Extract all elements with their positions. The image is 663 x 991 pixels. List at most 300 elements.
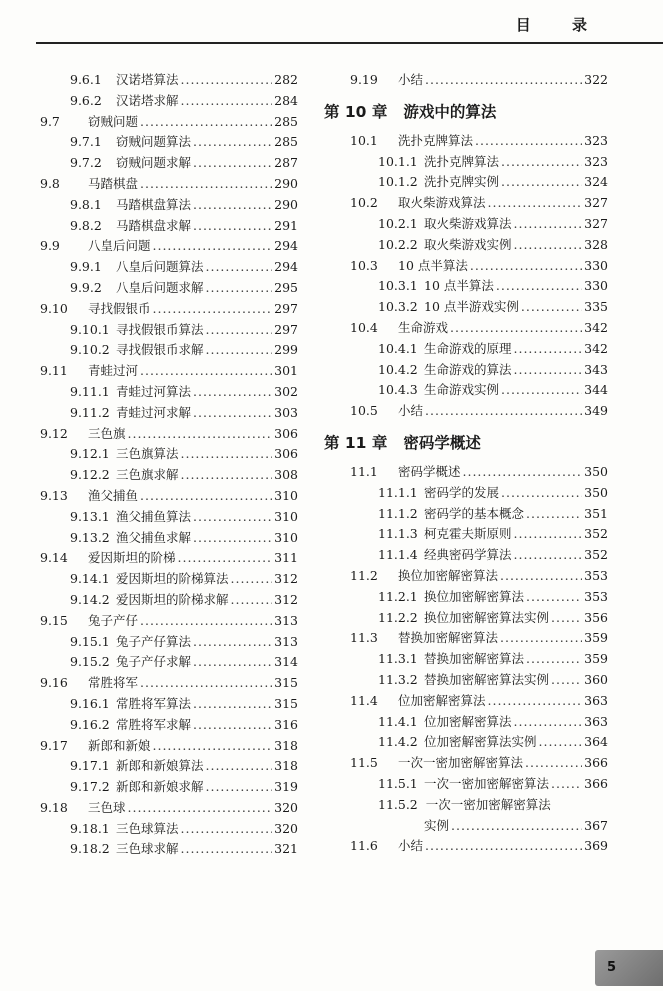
toc-entry-number: 11.3.2 — [378, 671, 418, 687]
toc-subsection-entry — [30, 257, 298, 278]
toc-entry-title: 密码学的发展 — [424, 484, 500, 500]
toc-entry-number: 9.19 — [350, 72, 378, 87]
toc-entry-title: 经典密码学算法 — [424, 547, 512, 563]
toc-section-entry — [30, 174, 298, 195]
toc-subsection-entry — [30, 340, 298, 361]
toc-entry-title: 生命游戏的原理 — [424, 340, 512, 356]
toc-section-entry — [322, 70, 608, 91]
toc-entry-page: 363 — [584, 713, 608, 729]
toc-leader-dots — [193, 134, 272, 149]
toc-leader-dots — [140, 613, 272, 628]
toc-entry-page: 366 — [584, 775, 608, 791]
toc-leader-dots — [231, 592, 273, 607]
toc-entry-title: 取火柴游戏实例 — [424, 236, 512, 252]
toc-leader-dots — [140, 675, 272, 690]
toc-entry-page: 287 — [274, 155, 298, 171]
toc-entry-title: 兔子产仔 — [88, 612, 139, 628]
toc-entry-page: 282 — [274, 72, 298, 87]
toc-leader-dots — [501, 174, 582, 189]
toc-section-entry — [30, 299, 298, 320]
toc-entry-page: 313 — [274, 612, 298, 628]
toc-leader-dots — [206, 280, 273, 295]
toc-subsection-entry — [322, 816, 608, 837]
toc-subsection-entry — [30, 569, 298, 590]
toc-entry-page: 323 — [584, 153, 608, 169]
toc-leader-dots — [193, 634, 272, 649]
toc-entry-number: 11.5.1 — [378, 775, 418, 791]
toc-leader-dots — [231, 571, 273, 586]
toc-entry-number: 11.5.2 — [378, 796, 418, 812]
toc-entry-number: 11.1.4 — [378, 547, 418, 563]
toc-leader-dots — [488, 693, 583, 708]
toc-entry-title: 马踏棋盘求解 — [116, 217, 192, 233]
toc-section-entry — [30, 548, 298, 569]
toc-entry-title: 兔子产仔算法 — [116, 633, 192, 649]
toc-leader-dots — [425, 72, 582, 87]
toc-entry-page: 327 — [584, 195, 608, 211]
toc-entry-title: 窃贼问题 — [88, 113, 139, 129]
toc-subsection-entry — [30, 278, 298, 299]
header-title: 目 录 — [515, 16, 605, 34]
toc-entry-number: 9.10.2 — [70, 342, 110, 358]
toc-entry-page: 318 — [274, 737, 298, 753]
toc-entry-page: 322 — [584, 72, 608, 87]
page-number-tab — [595, 950, 663, 986]
toc-entry-page: 285 — [274, 113, 298, 129]
toc-subsection-entry — [322, 380, 608, 401]
toc-entry-number: 9.12 — [40, 425, 68, 441]
toc-entry-page: 303 — [274, 404, 298, 420]
toc-entry-page: 320 — [274, 799, 298, 815]
toc-entry-title: 渔父捕鱼算法 — [116, 508, 192, 524]
toc-section-entry — [322, 566, 608, 587]
toc-entry-number: 11.2.2 — [378, 609, 418, 625]
toc-subsection-entry — [30, 320, 298, 341]
toc-entry-page: 313 — [274, 633, 298, 649]
toc-leader-dots — [206, 342, 273, 357]
toc-entry-number: 11.5 — [350, 755, 378, 771]
toc-leader-dots — [193, 155, 272, 170]
toc-entry-page: 324 — [584, 174, 608, 190]
toc-leader-dots — [526, 651, 582, 666]
toc-entry-title: 密码学概述 — [398, 463, 461, 479]
toc-entry-page: 310 — [274, 529, 298, 545]
toc-entry-page: 323 — [584, 132, 608, 148]
toc-entry-page: 350 — [584, 484, 608, 500]
toc-leader-dots — [153, 301, 273, 316]
toc-entry-title: 10 点半游戏实例 — [424, 299, 519, 315]
toc-subsection-entry — [322, 795, 608, 816]
toc-section-entry — [322, 131, 608, 152]
toc-entry-title: 一次一密加密解密算法 — [425, 796, 551, 812]
toc-entry-number: 9.9 — [40, 238, 60, 254]
toc-entry-title: 实例 — [424, 817, 450, 833]
chapter-number: 第 11 章 — [324, 433, 388, 452]
toc-leader-dots — [153, 738, 273, 753]
toc-entry-title: 兔子产仔求解 — [116, 654, 192, 670]
toc-subsection-entry — [30, 132, 298, 153]
toc-entry-number: 11.3 — [350, 630, 378, 646]
toc-subsection-entry — [30, 652, 298, 673]
toc-entry-number: 9.7.1 — [70, 134, 102, 150]
toc-entry-number: 9.18.1 — [70, 820, 110, 836]
toc-section-entry — [30, 424, 298, 445]
toc-entry-page: 369 — [584, 838, 608, 854]
toc-entry-page: 316 — [274, 716, 298, 732]
toc-entry-number: 11.1.2 — [378, 505, 418, 521]
toc-section-entry — [30, 486, 298, 507]
toc-subsection-entry — [322, 670, 608, 691]
toc-entry-number: 11.1.1 — [378, 484, 418, 500]
toc-entry-number: 9.6.2 — [70, 92, 102, 108]
toc-subsection-entry — [30, 216, 298, 237]
toc-subsection-entry — [30, 528, 298, 549]
toc-entry-page: 297 — [274, 321, 298, 337]
toc-entry-number: 9.10 — [40, 300, 68, 316]
toc-entry-page: 290 — [274, 196, 298, 212]
toc-entry-number: 9.16 — [40, 675, 68, 691]
toc-section-entry — [322, 836, 608, 857]
toc-entry-number: 10.2.1 — [378, 215, 418, 231]
toc-leader-dots — [501, 485, 582, 500]
toc-entry-title: 渔父捕鱼 — [88, 487, 139, 503]
toc-entry-title: 窃贼问题算法 — [116, 134, 192, 150]
header-rule — [36, 42, 663, 44]
page-number: 5 — [607, 960, 617, 975]
toc-entry-number: 9.12.1 — [70, 446, 110, 462]
toc-subsection-entry — [30, 91, 298, 112]
toc-subsection-entry — [30, 444, 298, 465]
toc-entry-title: 八皇后问题算法 — [116, 259, 204, 275]
toc-leader-dots — [425, 403, 582, 418]
toc-entry-number: 9.13 — [40, 487, 68, 503]
toc-entry-title: 常胜将军算法 — [116, 695, 192, 711]
toc-subsection-entry — [322, 235, 608, 256]
toc-subsection-entry — [322, 524, 608, 545]
toc-entry-number: 11.2 — [350, 567, 378, 583]
toc-leader-dots — [181, 841, 273, 856]
toc-leader-dots — [539, 734, 583, 749]
toc-leader-dots — [514, 216, 583, 231]
toc-section-entry — [322, 753, 608, 774]
toc-leader-dots — [500, 568, 582, 583]
toc-entry-title: 小结 — [398, 403, 424, 419]
toc-entry-page: 314 — [274, 654, 298, 670]
toc-entry-page: 295 — [274, 279, 298, 295]
toc-entry-number: 11.1.3 — [378, 526, 418, 542]
toc-entry-title: 换位加密解密算法 — [424, 588, 525, 604]
toc-entry-title: 渔父捕鱼求解 — [116, 529, 192, 545]
toc-leader-dots — [140, 488, 272, 503]
toc-entry-page: 352 — [584, 526, 608, 542]
toc-entry-title: 取火柴游戏算法 — [424, 215, 512, 231]
toc-entry-number: 9.7 — [40, 113, 60, 129]
toc-entry-page: 306 — [274, 425, 298, 441]
toc-entry-title: 替换加密解密算法 — [424, 651, 525, 667]
toc-entry-number: 9.15 — [40, 612, 68, 628]
page-header — [0, 0, 663, 52]
toc-entry-number: 10.2.2 — [378, 236, 418, 252]
toc-entry-title: 窃贼问题求解 — [116, 155, 192, 171]
toc-section-entry — [322, 256, 608, 277]
toc-entry-title: 青蛙过河算法 — [116, 383, 192, 399]
toc-entry-title: 替换加密解密算法实例 — [424, 671, 550, 687]
toc-entry-page: 342 — [584, 340, 608, 356]
toc-leader-dots — [496, 278, 582, 293]
toc-leader-dots — [181, 93, 273, 108]
toc-entry-title: 10 点半算法 — [424, 278, 494, 294]
toc-entry-page: 294 — [274, 238, 298, 254]
toc-entry-page: 318 — [274, 758, 298, 774]
toc-entry-number: 9.11 — [40, 363, 68, 379]
toc-section-entry — [30, 611, 298, 632]
toc-entry-number: 9.8.2 — [70, 217, 102, 233]
toc-entry-title: 八皇后问题 — [88, 238, 151, 254]
toc-leader-dots — [206, 259, 273, 274]
toc-entry-title: 新郎和新娘求解 — [116, 779, 204, 795]
toc-entry-title: 青蛙过河 — [88, 363, 139, 379]
toc-entry-number: 11.2.1 — [378, 588, 418, 604]
toc-leader-dots — [206, 779, 273, 794]
toc-entry-page: 359 — [584, 630, 608, 646]
toc-entry-number: 10.4.3 — [378, 382, 418, 398]
toc-entry-page: 302 — [274, 383, 298, 399]
toc-entry-page: 299 — [274, 342, 298, 358]
toc-subsection-entry — [322, 732, 608, 753]
toc-leader-dots — [128, 800, 273, 815]
toc-leader-dots — [525, 755, 582, 770]
toc-entry-page: 315 — [274, 675, 298, 691]
toc-entry-title: 三色球 — [88, 799, 126, 815]
toc-entry-title: 三色旗 — [88, 425, 126, 441]
toc-subsection-entry — [30, 507, 298, 528]
toc-leader-dots — [551, 776, 582, 791]
toc-entry-number: 10.4.2 — [378, 361, 418, 377]
toc-entry-page: 294 — [274, 259, 298, 275]
toc-entry-title: 马踏棋盘 — [88, 175, 139, 191]
toc-entry-title: 10 点半算法 — [398, 257, 468, 273]
toc-entry-number: 10.5 — [350, 403, 378, 419]
toc-leader-dots — [193, 384, 272, 399]
toc-entry-page: 327 — [584, 215, 608, 231]
toc-section-entry — [30, 736, 298, 757]
toc-entry-page: 349 — [584, 403, 608, 419]
toc-leader-dots — [514, 526, 583, 541]
toc-section-entry — [30, 673, 298, 694]
toc-entry-page: 308 — [274, 467, 298, 483]
toc-subsection-entry — [30, 694, 298, 715]
toc-subsection-entry — [322, 483, 608, 504]
toc-entry-page: 291 — [274, 217, 298, 233]
toc-entry-title: 位加密解密算法实例 — [424, 734, 537, 750]
toc-subsection-entry — [322, 297, 608, 318]
toc-entry-number: 10.4 — [350, 319, 378, 335]
toc-leader-dots — [500, 630, 582, 645]
toc-entry-number: 10.1.2 — [378, 174, 418, 190]
toc-section-entry — [322, 628, 608, 649]
chapter-title: 密码学概述 — [403, 433, 481, 452]
toc-entry-page: 311 — [274, 550, 298, 566]
toc-leader-dots — [450, 320, 582, 335]
toc-subsection-entry — [322, 649, 608, 670]
toc-entry-title: 三色旗算法 — [116, 446, 179, 462]
toc-leader-dots — [193, 530, 272, 545]
toc-entry-page: 301 — [274, 363, 298, 379]
toc-entry-number: 11.4.2 — [378, 734, 418, 750]
toc-leader-dots — [206, 322, 273, 337]
toc-entry-page: 321 — [274, 841, 298, 857]
toc-entry-title: 生命游戏 — [398, 319, 449, 335]
toc-entry-number: 11.6 — [350, 838, 378, 854]
toc-leader-dots — [526, 589, 582, 604]
toc-entry-title: 常胜将军 — [88, 675, 139, 691]
toc-entry-title: 取火柴游戏算法 — [398, 195, 486, 211]
toc-entry-page: 360 — [584, 671, 608, 687]
toc-right-column — [322, 70, 608, 857]
toc-leader-dots — [181, 446, 273, 461]
toc-leader-dots — [193, 654, 272, 669]
toc-section-entry — [30, 361, 298, 382]
toc-entry-page: 352 — [584, 547, 608, 563]
toc-subsection-entry — [30, 756, 298, 777]
toc-entry-page: 366 — [584, 755, 608, 771]
toc-leader-dots — [451, 818, 582, 833]
toc-entry-number: 9.13.1 — [70, 508, 110, 524]
toc-leader-dots — [140, 114, 272, 129]
toc-section-entry — [322, 401, 608, 422]
toc-entry-title: 一次一密加密解密算法 — [424, 775, 550, 791]
toc-entry-page: 367 — [584, 817, 608, 833]
toc-entry-title: 汉诺塔求解 — [116, 92, 179, 108]
toc-entry-page: 310 — [274, 487, 298, 503]
toc-leader-dots — [193, 717, 272, 732]
toc-entry-page: 363 — [584, 692, 608, 708]
toc-subsection-entry — [322, 214, 608, 235]
toc-entry-title: 位加密解密算法 — [398, 692, 486, 708]
toc-leader-dots — [463, 464, 583, 479]
toc-entry-page: 315 — [274, 695, 298, 711]
toc-leader-dots — [193, 197, 272, 212]
toc-entry-number: 9.8.1 — [70, 196, 102, 212]
toc-entry-number: 10.3 — [350, 257, 378, 273]
toc-leader-dots — [521, 299, 582, 314]
toc-subsection-entry — [322, 587, 608, 608]
toc-entry-page: 306 — [274, 446, 298, 462]
toc-section-entry — [322, 691, 608, 712]
toc-entry-page: 285 — [274, 134, 298, 150]
toc-entry-number: 9.18.2 — [70, 841, 110, 857]
toc-entry-number: 10.3.2 — [378, 299, 418, 315]
toc-entry-number: 9.12.2 — [70, 467, 110, 483]
toc-entry-number: 9.8 — [40, 175, 60, 191]
toc-entry-page: 312 — [274, 571, 298, 587]
toc-subsection-entry — [30, 777, 298, 798]
toc-subsection-entry — [30, 839, 298, 860]
toc-leader-dots — [140, 363, 272, 378]
toc-leader-dots — [181, 467, 273, 482]
toc-leader-dots — [470, 258, 582, 273]
toc-leader-dots — [501, 382, 582, 397]
toc-entry-title: 换位加密解密算法 — [398, 567, 499, 583]
toc-entry-page: 312 — [274, 591, 298, 607]
toc-entry-page: 284 — [274, 92, 298, 108]
toc-leader-dots — [488, 195, 583, 210]
toc-subsection-entry — [30, 819, 298, 840]
toc-entry-title: 三色球算法 — [116, 820, 179, 836]
toc-subsection-entry — [30, 632, 298, 653]
toc-leader-dots — [193, 405, 272, 420]
toc-entry-title: 替换加密解密算法 — [398, 630, 499, 646]
toc-entry-title: 常胜将军求解 — [116, 716, 192, 732]
toc-entry-title: 新郎和新娘算法 — [116, 758, 204, 774]
toc-section-entry — [30, 112, 298, 133]
toc-entry-title: 一次一密加密解密算法 — [398, 755, 524, 771]
toc-subsection-entry — [322, 504, 608, 525]
toc-entry-page: 350 — [584, 463, 608, 479]
toc-entry-number: 11.3.1 — [378, 651, 418, 667]
toc-entry-number: 10.2 — [350, 195, 378, 211]
toc-leader-dots — [514, 237, 583, 252]
toc-subsection-entry — [30, 153, 298, 174]
toc-entry-number: 9.17.1 — [70, 758, 110, 774]
toc-entry-number: 11.1 — [350, 463, 378, 479]
toc-entry-page: 359 — [584, 651, 608, 667]
toc-subsection-entry — [322, 712, 608, 733]
toc-subsection-entry — [30, 382, 298, 403]
chapter-title: 游戏中的算法 — [403, 102, 497, 121]
toc-entry-number: 11.4 — [350, 692, 378, 708]
toc-leader-dots — [193, 696, 272, 711]
toc-subsection-entry — [30, 70, 298, 91]
toc-entry-title: 洗扑克牌算法 — [398, 132, 474, 148]
toc-entry-number: 9.7.2 — [70, 155, 102, 171]
toc-entry-number: 9.11.1 — [70, 383, 110, 399]
toc-leader-dots — [526, 506, 582, 521]
toc-entry-number: 9.15.1 — [70, 633, 110, 649]
toc-entry-number: 9.15.2 — [70, 654, 110, 670]
toc-leader-dots — [206, 758, 273, 773]
toc-entry-title: 新郎和新娘 — [88, 737, 151, 753]
toc-entry-page: 342 — [584, 319, 608, 335]
toc-entry-page: 343 — [584, 361, 608, 377]
toc-entry-number: 10.1 — [350, 132, 378, 148]
toc-entry-page: 297 — [274, 300, 298, 316]
toc-entry-page: 344 — [584, 382, 608, 398]
toc-leader-dots — [153, 238, 273, 253]
toc-entry-title: 三色球求解 — [116, 841, 179, 857]
toc-entry-page: 353 — [584, 588, 608, 604]
toc-entry-title: 马踏棋盘算法 — [116, 196, 192, 212]
toc-entry-title: 洗扑克牌实例 — [424, 174, 500, 190]
toc-subsection-entry — [322, 339, 608, 360]
toc-entry-page: 290 — [274, 175, 298, 191]
toc-entry-number: 10.4.1 — [378, 340, 418, 356]
toc-entry-title: 爱因斯坦的阶梯算法 — [116, 571, 229, 587]
toc-entry-number: 9.6.1 — [70, 72, 102, 87]
toc-entry-page: 319 — [274, 779, 298, 795]
toc-leader-dots — [425, 838, 582, 853]
toc-subsection-entry — [322, 774, 608, 795]
toc-entry-page: 364 — [584, 734, 608, 750]
toc-entry-title: 柯克霍夫斯原则 — [424, 526, 512, 542]
toc-entry-number: 9.16.1 — [70, 695, 110, 711]
toc-entry-title: 寻找假银币 — [88, 300, 151, 316]
toc-entry-title: 青蛙过河求解 — [116, 404, 192, 420]
toc-leader-dots — [514, 547, 583, 562]
toc-entry-page: 330 — [584, 257, 608, 273]
toc-subsection-entry — [322, 152, 608, 173]
toc-subsection-entry — [322, 360, 608, 381]
